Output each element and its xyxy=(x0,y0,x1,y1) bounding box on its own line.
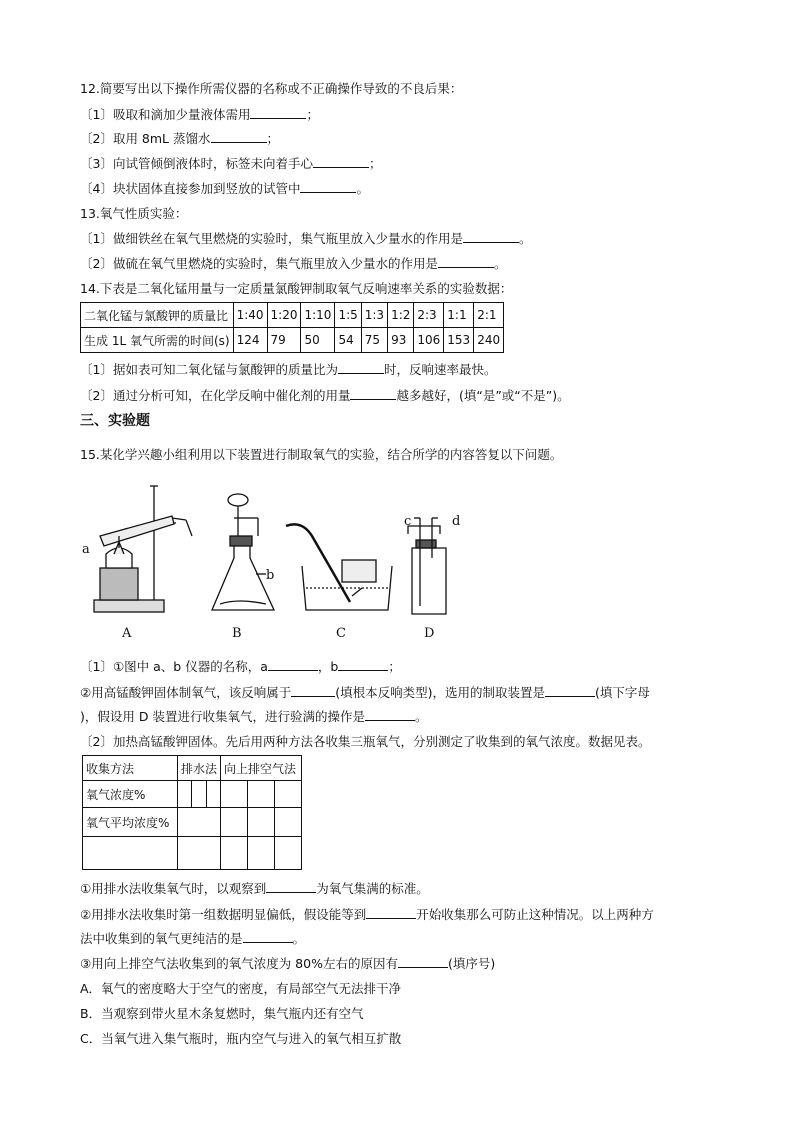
q15-s3 xyxy=(80,930,305,948)
q15-text: (填根本反响类型)，选用的制取装置是 xyxy=(335,685,545,700)
q15-text: )，假设用 D 装置进行收集氧气，进行验满的操作是 xyxy=(80,709,365,724)
q15-s4 xyxy=(80,955,495,973)
table-row xyxy=(83,756,302,781)
q15-text: 开始收集那么可防止这种情况。以上两种方 xyxy=(416,907,654,922)
q14-item-2-end: 越多越好，(填“是”或“不是”)。 xyxy=(396,388,570,403)
row-label: 氧气平均浓度% xyxy=(83,808,178,837)
table-cell: 2:1 xyxy=(474,303,504,328)
table-cell[interactable] xyxy=(275,837,302,870)
answer-blank[interactable] xyxy=(291,684,335,697)
q12-item-3-end: ； xyxy=(368,156,382,171)
q12-item-1-end: ； xyxy=(306,107,319,122)
table-cell[interactable] xyxy=(248,781,275,808)
answer-blank[interactable] xyxy=(266,880,316,893)
q15-part1-line3 xyxy=(80,708,427,726)
table-cell[interactable] xyxy=(221,808,248,837)
q12-item-2-end: ； xyxy=(266,131,280,146)
q15-text: 法中收集到的氧气更纯洁的是 xyxy=(80,931,243,946)
label-D: D xyxy=(424,626,435,641)
q12-item-3 xyxy=(80,155,381,173)
table-cell: 1:10 xyxy=(301,303,335,328)
q12-item-2 xyxy=(80,130,279,148)
q13-title: 13.氧气性质实验： xyxy=(80,206,188,221)
table-cell[interactable] xyxy=(221,781,248,808)
table-cell[interactable] xyxy=(192,781,206,808)
label-B: B xyxy=(232,626,242,641)
table-cell: 50 xyxy=(301,328,335,353)
q12-item-2-text: 〔2〕取用 8mL 蒸馏水 xyxy=(80,131,211,146)
table-cell: 153 xyxy=(444,328,474,353)
table-cell: 240 xyxy=(474,328,504,353)
answer-blank[interactable] xyxy=(300,180,356,193)
apparatus-drawing xyxy=(80,478,480,648)
answer-blank[interactable] xyxy=(211,130,267,143)
table-cell: 93 xyxy=(388,328,414,353)
answer-blank[interactable] xyxy=(365,708,415,721)
table-cell: 1:1 xyxy=(444,303,474,328)
q12-item-1-text: 〔1〕吸取和滴加少量液体需用 xyxy=(80,107,251,122)
table-row xyxy=(81,328,504,353)
q15-part1-line2 xyxy=(80,684,650,702)
label-A: A xyxy=(122,626,132,641)
q15-part1-line1 xyxy=(80,658,401,676)
apparatus-figure xyxy=(80,478,480,648)
q15-text: (填序号) xyxy=(447,956,496,971)
q12-item-3-text: 〔3〕向试管倾倒液体时，标签未向着手心 xyxy=(80,156,313,171)
table-cell: 54 xyxy=(335,328,361,353)
q13-item-2-text: 〔2〕做硫在氧气里燃烧的实验时，集气瓶里放入少量水的作用是 xyxy=(80,256,438,271)
answer-blank[interactable] xyxy=(438,255,494,268)
header-cell: 收集方法 xyxy=(83,756,178,781)
q15-text: (填下字母 xyxy=(594,685,650,700)
option-c: C．当氧气进入集气瓶时，瓶内空气与进入的氧气相互扩散 xyxy=(80,1031,402,1046)
q15-text: 。 xyxy=(414,709,428,724)
row-label: 氧气浓度% xyxy=(83,781,178,808)
q15-text: ②用高锰酸钾固体制氧气，该反响属于 xyxy=(80,685,292,700)
q14-title: 14.下表是二氧化锰用量与一定质量氯酸钾制取氧气反响速率关系的实验数据： xyxy=(80,281,513,296)
table-row xyxy=(83,837,302,870)
label-C: C xyxy=(336,626,346,641)
table-cell: 2:3 xyxy=(414,303,444,328)
table-cell: 75 xyxy=(361,328,387,353)
q12-item-4-text: 〔4〕块状固体直接参加到竖放的试管中 xyxy=(80,181,301,196)
table-cell[interactable] xyxy=(275,781,302,808)
q15-text: 〔1〕①图中 a、b 仪器的名称，a xyxy=(80,659,268,674)
table-cell: 79 xyxy=(267,328,301,353)
q15-part2: 〔2〕加热高锰酸钾固体。先后用两种方法各收集三瓶氧气，分别测定了收集到的氧气浓度。数据见表。 xyxy=(80,734,651,749)
header-cell: 排水法 xyxy=(178,756,221,781)
table-cell: 1:40 xyxy=(233,303,267,328)
table-cell[interactable] xyxy=(248,837,275,870)
answer-blank[interactable] xyxy=(463,230,519,243)
label-c: c xyxy=(404,514,412,529)
q12-item-4-end: 。 xyxy=(356,181,369,196)
answer-blank[interactable] xyxy=(350,387,396,400)
table-cell: 106 xyxy=(414,328,444,353)
answer-blank[interactable] xyxy=(366,906,416,919)
table-cell[interactable] xyxy=(178,837,221,870)
section-heading: 三、实验题 xyxy=(80,413,150,429)
table-row xyxy=(83,781,302,808)
answer-blank[interactable] xyxy=(268,658,318,671)
table-cell[interactable] xyxy=(178,808,221,837)
q15-s1 xyxy=(80,880,429,898)
q12-item-4 xyxy=(80,180,369,198)
answer-blank[interactable] xyxy=(398,955,448,968)
q14-item-1-text: 〔1〕据如表可知二氧化锰与氯酸钾的质量比为 xyxy=(80,362,338,377)
q15-text: 为氧气集满的标准。 xyxy=(316,881,429,896)
table-cell[interactable] xyxy=(275,808,302,837)
q14-item-1 xyxy=(80,361,496,379)
q15-text: ①用排水法收集氧气时，以观察到 xyxy=(80,881,267,896)
q13-item-2 xyxy=(80,255,506,273)
table-cell[interactable] xyxy=(178,781,192,808)
table-cell: 1:2 xyxy=(388,303,414,328)
table-cell: 1:20 xyxy=(267,303,301,328)
table-cell: 124 xyxy=(233,328,267,353)
table-cell xyxy=(83,837,178,870)
q15-title: 15.某化学兴趣小组利用以下装置进行制取氧气的实验，结合所学的内容答复以下问题。 xyxy=(80,447,563,462)
answer-blank[interactable] xyxy=(338,361,384,374)
label-b: b xyxy=(266,568,275,583)
answer-blank[interactable] xyxy=(545,684,595,697)
q15-text: ； xyxy=(388,659,401,674)
option-a: A．氧气的密度略大于空气的密度，有局部空气无法排干净 xyxy=(80,981,402,996)
q13-item-1-text: 〔1〕做细铁丝在氧气里燃烧的实验时，集气瓶里放入少量水的作用是 xyxy=(80,231,463,246)
table-cell[interactable] xyxy=(248,808,275,837)
q14-item-2-text: 〔2〕通过分析可知，在化学反响中催化剂的用量 xyxy=(80,388,351,403)
table-cell: 1:5 xyxy=(335,303,361,328)
collection-table xyxy=(82,755,302,870)
q13-item-1 xyxy=(80,230,531,248)
ratio-table xyxy=(80,302,504,353)
row-label: 生成 1L 氧气所需的时间(s) xyxy=(81,328,234,353)
q12-item-1 xyxy=(80,106,319,124)
q15-text: ，b xyxy=(317,659,339,674)
q15-text: ②用排水法收集时第一组数据明显偏低，假设能等到 xyxy=(80,907,367,922)
q15-text: 。 xyxy=(292,931,306,946)
table-cell: 1:3 xyxy=(361,303,387,328)
q13-item-1-end: 。 xyxy=(518,231,532,246)
option-b: B．当观察到带火星木条复燃时，集气瓶内还有空气 xyxy=(80,1006,364,1021)
answer-blank[interactable] xyxy=(250,106,306,119)
table-row xyxy=(83,808,302,837)
q12-title: 12.简要写出以下操作所需仪器的名称或不正确操作导致的不良后果： xyxy=(80,81,463,96)
table-cell[interactable] xyxy=(221,837,248,870)
answer-blank[interactable] xyxy=(243,930,293,943)
row-label: 二氧化锰与氯酸钾的质量比 xyxy=(81,303,234,328)
header-cell: 向上排空气法 xyxy=(221,756,302,781)
answer-blank[interactable] xyxy=(338,658,388,671)
q13-item-2-end: 。 xyxy=(493,256,507,271)
label-a: a xyxy=(82,542,90,557)
q14-item-1-end: 时，反响速率最快。 xyxy=(383,362,497,377)
q15-s2 xyxy=(80,906,654,924)
q15-text: ③用向上排空气法收集到的氧气浓度为 80%左右的原因有 xyxy=(80,956,398,971)
label-d: d xyxy=(452,514,461,529)
q14-item-2 xyxy=(80,387,570,405)
table-row xyxy=(81,303,504,328)
answer-blank[interactable] xyxy=(313,155,369,168)
table-cell[interactable] xyxy=(206,781,220,808)
